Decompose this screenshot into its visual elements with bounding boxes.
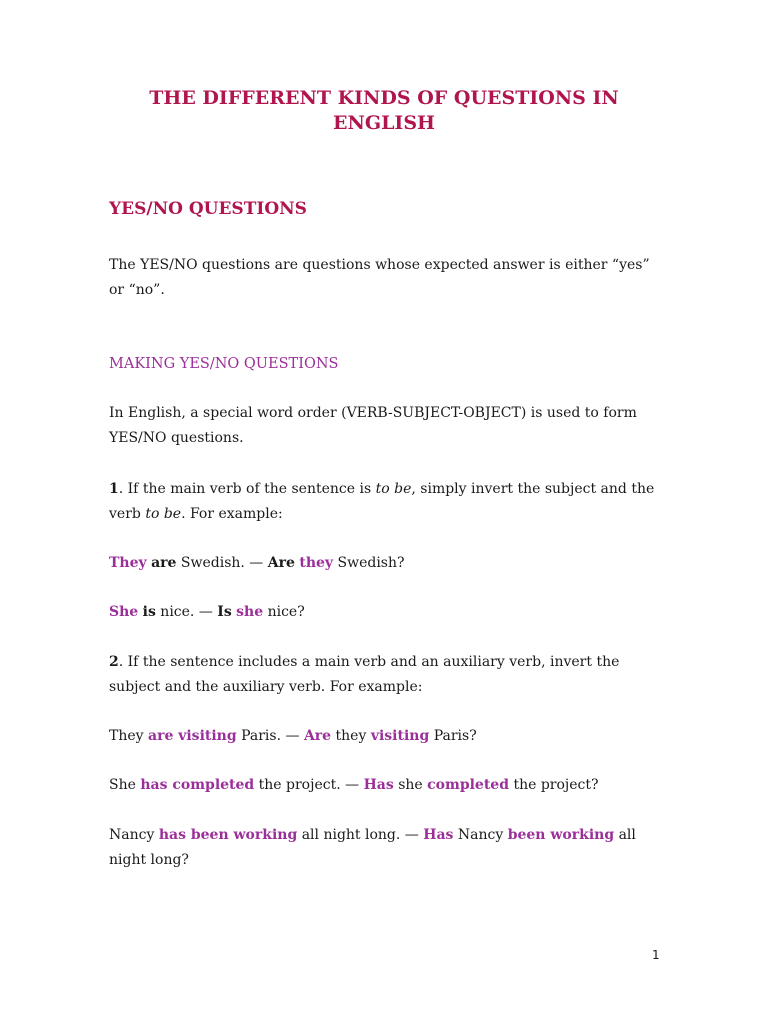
example-4-verb-1: has completed [140,777,255,793]
example-1-rest: Swedish. — [176,555,268,571]
rule-1-text-c: . For example: [181,506,283,522]
example-1-verb: are [151,555,177,571]
rule-1-verb-a: to be [375,481,412,497]
document-title [100,86,668,136]
example-4-part-3: she [393,777,428,793]
example-3-part-2: Paris. — [236,728,304,744]
example-5-part-4: all night long? [109,827,636,868]
example-2-verb: is [142,604,156,620]
example-4-verb-3: completed [427,777,509,793]
example-5-part-2: all night long. — [297,827,424,843]
example-2-rest: nice. — [155,604,218,620]
section-heading: YES/NO QUESTIONS [109,199,307,219]
rule-2-text: . If the sentence includes a main verb and an auxiliary verb, invert the subject and the auxiliary verb. For example: [109,654,620,695]
example-3-verb-1: are visiting [148,728,237,744]
rule-2 [109,650,669,700]
example-2-subject: She [109,604,139,620]
example-4-part-4: the project? [509,777,599,793]
example-2-question-rest: nice? [263,604,305,620]
rule-1-verb-b: to be [145,506,182,522]
example-4 [109,773,669,798]
example-4-part-1: She [109,777,141,793]
rule-1-text-a: . If the main verb of the sentence is [118,481,376,497]
example-1-question-subject: they [299,555,334,571]
rule-1-text-b: , simply invert the subject and the verb [109,481,655,522]
example-4-verb-2: Has [363,777,394,793]
example-5 [109,823,669,873]
example-5-verb-1: has been working [158,827,298,843]
example-5-verb-3: been working [507,827,615,843]
example-2-question-subject: she [236,604,264,620]
example-5-verb-2: Has [423,827,454,843]
example-3-part-1: They [109,728,148,744]
example-1-question-rest: Swedish? [333,555,405,571]
rule-2-number: 2 [109,654,119,670]
title-line-1: THE DIFFERENT KINDS OF QUESTIONS IN [149,87,619,109]
example-4-part-2: the project. — [254,777,364,793]
example-1-subject: They [109,555,147,571]
word-order-paragraph: In English, a special word order (VERB-SUBJECT-OBJECT) is used to form YES/NO questions. [109,405,637,446]
example-3-verb-3: visiting [370,728,430,744]
example-2 [109,600,669,625]
rule-1-number: 1 [109,481,119,497]
example-2-question-verb: Is [217,604,232,620]
example-3-part-4: Paris? [429,728,477,744]
subheading: MAKING YES/NO QUESTIONS [109,356,339,372]
rule-1 [109,477,669,527]
page-number: 1 [652,948,660,962]
example-3-verb-2: Are [303,728,332,744]
example-1-question-verb: Are [267,555,295,571]
example-5-part-1: Nancy [109,827,159,843]
example-5-part-3: Nancy [453,827,508,843]
title-line-2: ENGLISH [333,112,435,134]
example-3-part-3: they [331,728,371,744]
example-1 [109,551,669,576]
example-3 [109,724,669,749]
intro-paragraph: The YES/NO questions are questions whose expected answer is either “yes” or “no”. [109,257,650,298]
